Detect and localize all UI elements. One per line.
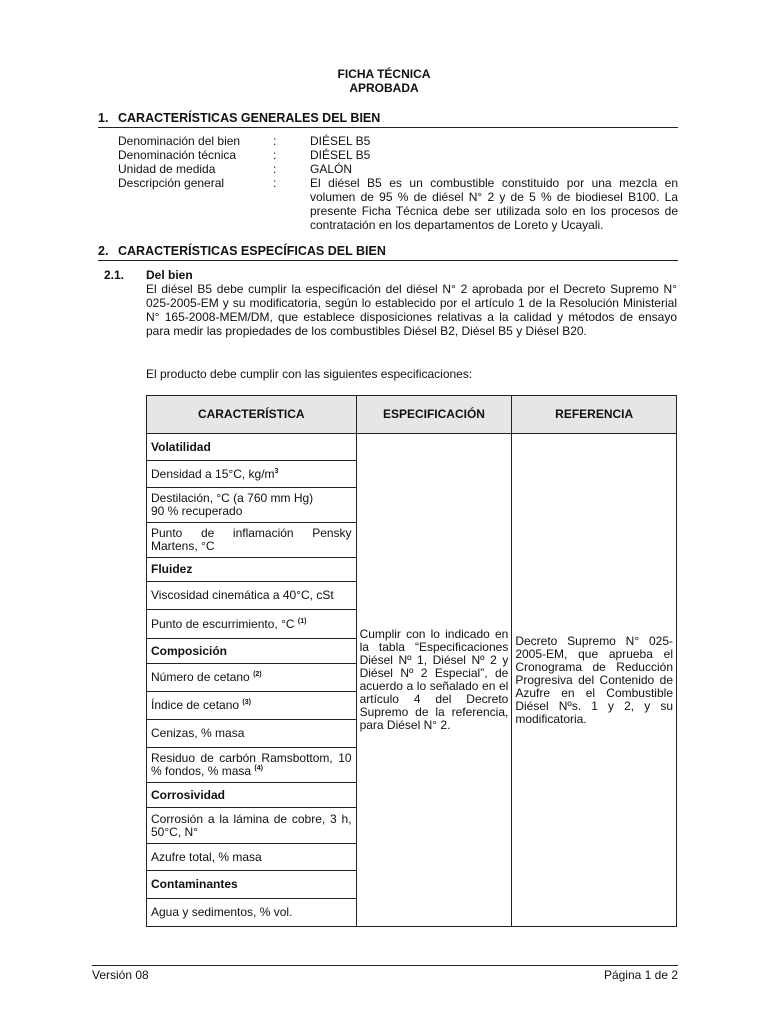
referencia-cell: Decreto Supremo N° 025-2005-EM, que aprueba el Cronograma de Reducción Progresiva del Contenido de Azufre en el Combustible Diésel Nºs. 1 y 2, y su modificatoria. <box>512 434 677 927</box>
category-fluidez: Fluidez <box>147 558 357 582</box>
item-escurrimiento-text: Punto de escurrimiento, °C <box>151 616 295 631</box>
kv-row-descripcion-general <box>118 176 678 232</box>
kv-colon: : <box>273 148 277 162</box>
kv-value: GALÓN <box>310 162 353 176</box>
kv-label: Unidad de medida <box>118 162 216 176</box>
item-inflamacion: Punto de inflamación Pensky Martens, °C <box>147 523 357 558</box>
numero-cetano-footnote: (2) <box>253 671 262 678</box>
item-densidad-text: Densidad a 15°C, kg/m <box>151 466 275 481</box>
residuo-footnote: (4) <box>254 765 263 772</box>
kv-label: Denominación del bien <box>118 134 241 148</box>
densidad-superscript: 3 <box>274 467 279 475</box>
kv-label: Descripción general <box>118 176 225 190</box>
subsection-number: 2.1. <box>104 268 125 282</box>
header-caracteristica: CARACTERÍSTICA <box>147 396 357 434</box>
kv-row-unidad-medida <box>118 162 678 176</box>
kv-value: El diésel B5 es un combustible constituido por una mezcla en volumen de 95 % de diésel N° 2 y de 5 % de biodiesel B100. La presente Ficha Técnica debe ser utilizada solo en los procesos de contratación en los departamentos de Loreto y Ucayali. <box>310 176 678 232</box>
version-label: Versión 08 <box>92 968 149 982</box>
item-numero-cetano-text: Número de cetano <box>151 670 250 684</box>
kv-row-denominacion-tecnica <box>118 148 678 162</box>
category-corrosividad: Corrosividad <box>147 783 357 808</box>
item-destilacion <box>147 488 357 523</box>
item-cenizas: Cenizas, % masa <box>147 720 357 748</box>
item-agua: Agua y sedimentos, % vol. <box>147 899 357 927</box>
kv-value: DIÉSEL B5 <box>310 134 371 148</box>
specification-table <box>146 395 677 927</box>
document-subtitle: APROBADA <box>349 81 419 95</box>
item-densidad <box>147 461 357 488</box>
header-referencia: REFERENCIA <box>512 396 677 434</box>
item-indice-cetano <box>147 692 357 720</box>
item-azufre: Azufre total, % masa <box>147 844 357 871</box>
item-corrosion: Corrosión a la lámina de cobre, 3 h, 50°C, N° <box>147 808 357 844</box>
kv-value: DIÉSEL B5 <box>310 148 371 162</box>
general-characteristics <box>118 134 678 232</box>
item-residuo <box>147 748 357 783</box>
item-destilacion-line1: Destilación, °C (a 760 mm Hg) <box>151 491 314 505</box>
table-row <box>147 434 677 461</box>
item-numero-cetano <box>147 664 357 692</box>
especificacion-cell: Cumplir con lo indicado en la tabla “Especificaciones Diésel Nº 1, Diésel Nº 2 y Diésel Nº 2 Especial”, de acuerdo a lo señalado en el artículo 4 del Decreto Supremo de la referencia, para Diésel N° 2. <box>356 434 512 927</box>
subsection-title: Del bien <box>146 268 193 282</box>
section-1-heading <box>98 111 678 128</box>
category-volatilidad: Volatilidad <box>147 434 357 461</box>
section-1-title: CARACTERÍSTICAS GENERALES DEL BIEN <box>118 111 381 125</box>
category-composicion: Composición <box>147 639 357 664</box>
document-title: FICHA TÉCNICA <box>337 67 431 81</box>
section-2-title: CARACTERÍSTICAS ESPECÍFICAS DEL BIEN <box>118 244 386 258</box>
page-footer <box>92 965 678 982</box>
section-1-number: 1. <box>98 111 109 125</box>
subsection-heading <box>104 268 193 282</box>
kv-colon: : <box>273 134 277 148</box>
escurrimiento-footnote: (1) <box>297 617 307 625</box>
header-especificacion: ESPECIFICACIÓN <box>356 396 512 434</box>
item-viscosidad: Viscosidad cinemática a 40°C, cSt <box>147 582 357 610</box>
kv-colon: : <box>273 162 277 176</box>
kv-row-denominacion-bien <box>118 134 678 148</box>
indice-cetano-footnote: (3) <box>242 699 251 706</box>
section-2-number: 2. <box>98 244 109 258</box>
item-destilacion-line2: 90 % recuperado <box>151 504 243 518</box>
category-contaminantes: Contaminantes <box>147 871 357 899</box>
item-indice-cetano-text: Índice de cetano <box>151 698 240 712</box>
kv-colon: : <box>273 176 277 190</box>
section-2-heading <box>98 244 678 261</box>
paragraph-decree: El diésel B5 debe cumplir la especificación del diésel N° 2 aprobada por el Decreto Supremo N° 025-2005-EM y su modificatoria, según lo establecido por el artículo 1 de la Resolución Ministerial N° 165-2008-MEM/DM, que establece disposiciones relativas a la calidad y métodos de ensayo para medir las propiedades de los combustibles Diésel B2, Diésel B5 y Diésel B20. <box>146 282 677 338</box>
table-header-row <box>147 396 677 434</box>
kv-label: Denominación técnica <box>118 148 237 162</box>
page-number: Página 1 de 2 <box>603 968 678 982</box>
item-escurrimiento <box>147 610 357 639</box>
paragraph-spec-intro: El producto debe cumplir con las siguientes especificaciones: <box>146 367 473 381</box>
item-residuo-text: Residuo de carbón Ramsbottom, 10 % fondos, % masa <box>151 751 352 778</box>
